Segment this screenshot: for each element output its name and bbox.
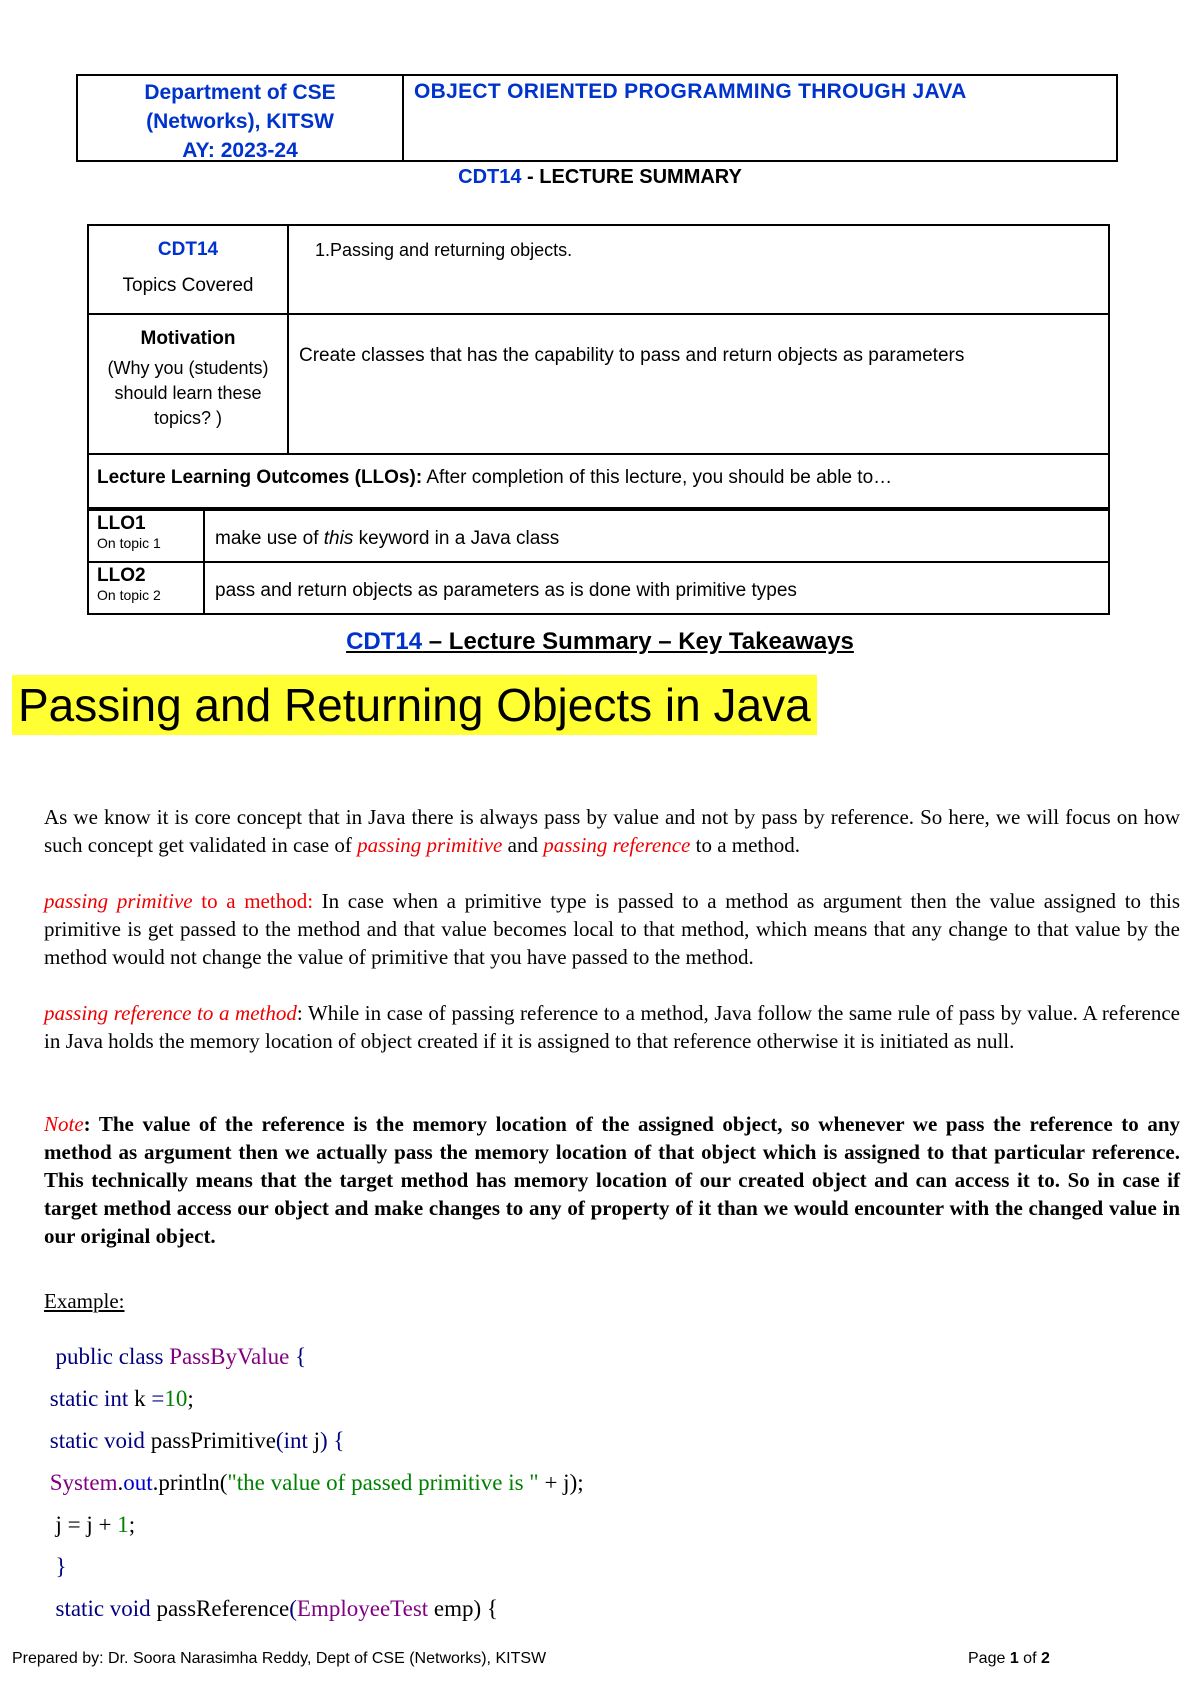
- code-line-6: [44, 1546, 584, 1588]
- intro-text-2: and: [502, 833, 544, 857]
- lecture-code: CDT14: [458, 166, 522, 188]
- code-brace: }: [55, 1554, 67, 1579]
- footer-page-number: [968, 1650, 1050, 1668]
- primitive-lead: passing primitive: [44, 889, 193, 913]
- intro-passing-reference: passing reference: [543, 833, 691, 857]
- intro-passing-primitive: passing primitive: [357, 833, 503, 857]
- topics-code: CDT14: [157, 239, 219, 260]
- page-label: Page: [968, 1650, 1010, 1667]
- code-expression: j = j +: [55, 1512, 118, 1537]
- department-cell: [78, 76, 404, 160]
- topics-covered-label: Topics Covered: [122, 275, 254, 296]
- department-network: (Networks), KITSW: [146, 110, 334, 133]
- code-params: (int: [275, 1428, 314, 1453]
- llo1-text-em: this: [323, 528, 354, 549]
- note-text: : The value of the reference is the memory location of the assigned object, so whenever we pass the reference to any method as argument then we actually pass the memory location of that object which is assigned to that particular reference. This technically means that the target method has memory location of our created object and can access it to. So in case if target method access our object and make changes to any of property of it than we would encounter with the changed value in our original object.: [44, 1112, 1180, 1248]
- primitive-paragraph: [44, 887, 1180, 971]
- course-header-table: [76, 74, 1118, 162]
- academic-year: AY: 2023-24: [182, 139, 298, 162]
- llo-header-label: Lecture Learning Outcomes (LLOs):: [97, 467, 423, 488]
- code-line-2: [44, 1378, 584, 1420]
- code-variable: k: [134, 1386, 152, 1411]
- course-title: OBJECT ORIENTED PROGRAMMING THROUGH JAVA: [414, 80, 967, 103]
- main-title: Passing and Returning Objects in Java: [12, 675, 817, 735]
- key-takeaways-heading: [0, 628, 1200, 656]
- code-semicolon: ;: [128, 1512, 136, 1537]
- note-label: Note: [44, 1112, 84, 1136]
- code-paren: (: [289, 1596, 297, 1621]
- code-class-name: PassByValue: [169, 1344, 290, 1369]
- code-method-name: passPrimitive: [150, 1428, 276, 1453]
- code-params: emp) {: [428, 1596, 498, 1621]
- primitive-text: In case when a primitive type is passed to a method as argument then the value assigned to this primitive is get passed to the method and that value becomes local to that method, which means that any change to that value by the method would not change the value of primitive that you have passed to the method.: [44, 889, 1181, 969]
- code-line-5: [44, 1504, 584, 1546]
- department-name: Department of CSE: [144, 81, 336, 104]
- motivation-label: Motivation: [140, 328, 236, 349]
- code-number: 10: [164, 1386, 188, 1411]
- code-string: "the value of passed primitive is ": [227, 1470, 539, 1495]
- key-takeaways-label: – Lecture Summary – Key Takeaways: [422, 628, 854, 655]
- code-param-name: j: [313, 1428, 321, 1453]
- llo2-id: LLO2: [97, 565, 146, 586]
- reference-paragraph: [44, 999, 1180, 1055]
- code-dot: .: [117, 1470, 124, 1495]
- code-semicolon: ;: [187, 1386, 194, 1411]
- code-brace: {: [289, 1344, 307, 1369]
- llo2-id-cell: [88, 562, 204, 614]
- page-total: 2: [1040, 1650, 1050, 1667]
- page-current: 1: [1009, 1650, 1019, 1667]
- llo1-text-post: keyword in a Java class: [353, 528, 560, 549]
- code-method-call: .println(: [152, 1470, 228, 1495]
- llo1-id: LLO1: [97, 513, 146, 534]
- page-of: of: [1018, 1650, 1041, 1667]
- code-method-name: passReference: [156, 1596, 290, 1621]
- motivation-value: Create classes that has the capability to pass and return objects as parameters: [299, 345, 965, 366]
- code-keyword: static void: [55, 1596, 157, 1621]
- llo2-text-cell: [204, 562, 1109, 614]
- primitive-lead-rest: to a method:: [192, 889, 314, 913]
- code-line-3: [44, 1420, 584, 1462]
- code-expression: + j);: [538, 1470, 584, 1495]
- note-paragraph: [44, 1110, 1180, 1250]
- lecture-summary-label: - LECTURE SUMMARY: [521, 166, 742, 188]
- topics-value-cell: [288, 225, 1109, 314]
- code-brace: ) {: [320, 1428, 345, 1453]
- code-field: out: [123, 1470, 153, 1495]
- topics-label-cell: [88, 225, 288, 314]
- code-class-name: System: [49, 1470, 118, 1495]
- code-keyword: static void: [49, 1428, 151, 1453]
- topics-table: [87, 224, 1110, 509]
- code-line-1: [44, 1336, 584, 1378]
- llo-header-text: After completion of this lecture, you should be able to…: [422, 467, 893, 488]
- llo2-text: pass and return objects as parameters as is done with primitive types: [215, 580, 797, 601]
- llo1-topic: On topic 1: [97, 535, 161, 551]
- footer-prepared-by: Prepared by: Dr. Soora Narasimha Reddy, Dept of CSE (Networks), KITSW: [12, 1650, 547, 1667]
- motivation-label-cell: [88, 314, 288, 454]
- key-takeaways-code: CDT14: [346, 628, 423, 655]
- code-keyword: static int: [49, 1386, 135, 1411]
- intro-text-3: to a method.: [690, 833, 801, 857]
- intro-paragraph: [44, 803, 1180, 859]
- code-class-name: EmployeeTest: [296, 1596, 429, 1621]
- llo-header-cell: [88, 454, 1109, 508]
- topics-value: 1.Passing and returning objects.: [315, 240, 573, 260]
- reference-lead: passing reference to a method: [44, 1001, 297, 1025]
- code-line-4: [44, 1462, 584, 1504]
- llo1-text-pre: make use of: [215, 528, 324, 549]
- intro-text-1: As we know it is core concept that in Java there is always pass by value and not by pass by reference. So here, we will focus on how such concept get validated in case of: [44, 805, 1180, 857]
- code-line-7: [44, 1588, 584, 1630]
- motivation-value-cell: [288, 314, 1109, 454]
- code-number: 1: [117, 1512, 129, 1537]
- motivation-subtitle: (Why you (students) should learn these topics? ): [107, 358, 269, 428]
- lecture-summary-heading: [0, 166, 1200, 189]
- code-operator: =: [151, 1386, 165, 1411]
- llo2-topic: On topic 2: [97, 587, 161, 603]
- code-keyword: public class: [55, 1344, 170, 1369]
- example-label: Example:: [44, 1289, 125, 1313]
- llo-table: [87, 509, 1110, 615]
- llo1-text-cell: [204, 510, 1109, 562]
- reference-text: : While in case of passing reference to a method, Java follow the same rule of pass by value. A reference in Java holds the memory location of object created if it is assigned to that reference otherwise it is initiated as null.: [44, 1001, 1181, 1053]
- llo1-id-cell: [88, 510, 204, 562]
- code-example: [44, 1336, 584, 1630]
